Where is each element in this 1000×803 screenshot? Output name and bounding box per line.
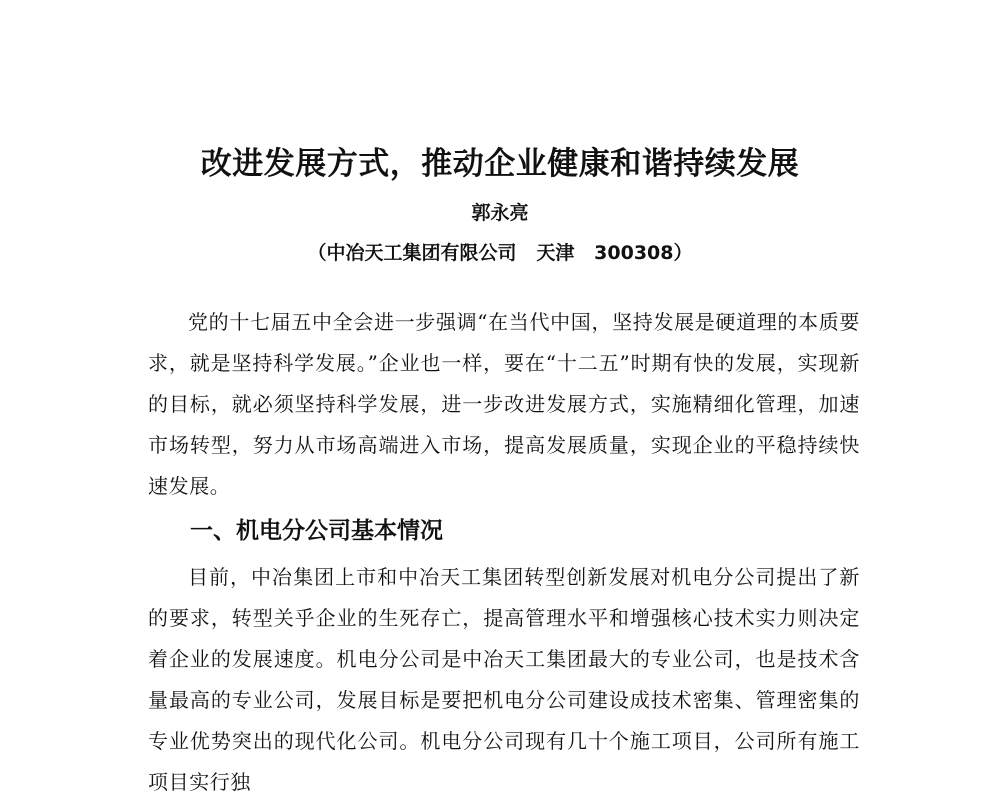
author-name: 郭永亮: [471, 202, 529, 224]
document-title: 改进发展方式，推动企业健康和谐持续发展: [200, 146, 800, 182]
author-affiliation: （中冶天工集团有限公司 天津 300308）: [307, 242, 693, 264]
body-paragraph-section-1: 目前，中冶集团上市和中冶天工集团转型创新发展对机电分公司提出了新的要求，转型关乎企业的生死存亡，提高管理水平和增强核心技术实力则决定着企业的发展速度。机电分公司是中冶天工集团最大的专业公司，也是技术含量最高的专业公司，发展目标是要把机电分公司建设成技术密集、管理密集的专业优势突出的现代化公司。机电分公司现有几十个施工项目，公司所有施工项目实行独: [148, 565, 860, 794]
section-heading: 一、机电分公司基本情况: [190, 518, 443, 544]
body-paragraph-intro: 党的十七届五中全会进一步强调“在当代中国，坚持发展是硬道理的本质要求，就是坚持科学发展。”企业也一样，要在“十二五”时期有快的发展，实现新的目标，就必须坚持科学发展，进一步改进发展方式，实施精细化管理，加速市场转型，努力从市场高端进入市场，提高发展质量，实现企业的平稳持续快速发展。: [148, 310, 860, 498]
